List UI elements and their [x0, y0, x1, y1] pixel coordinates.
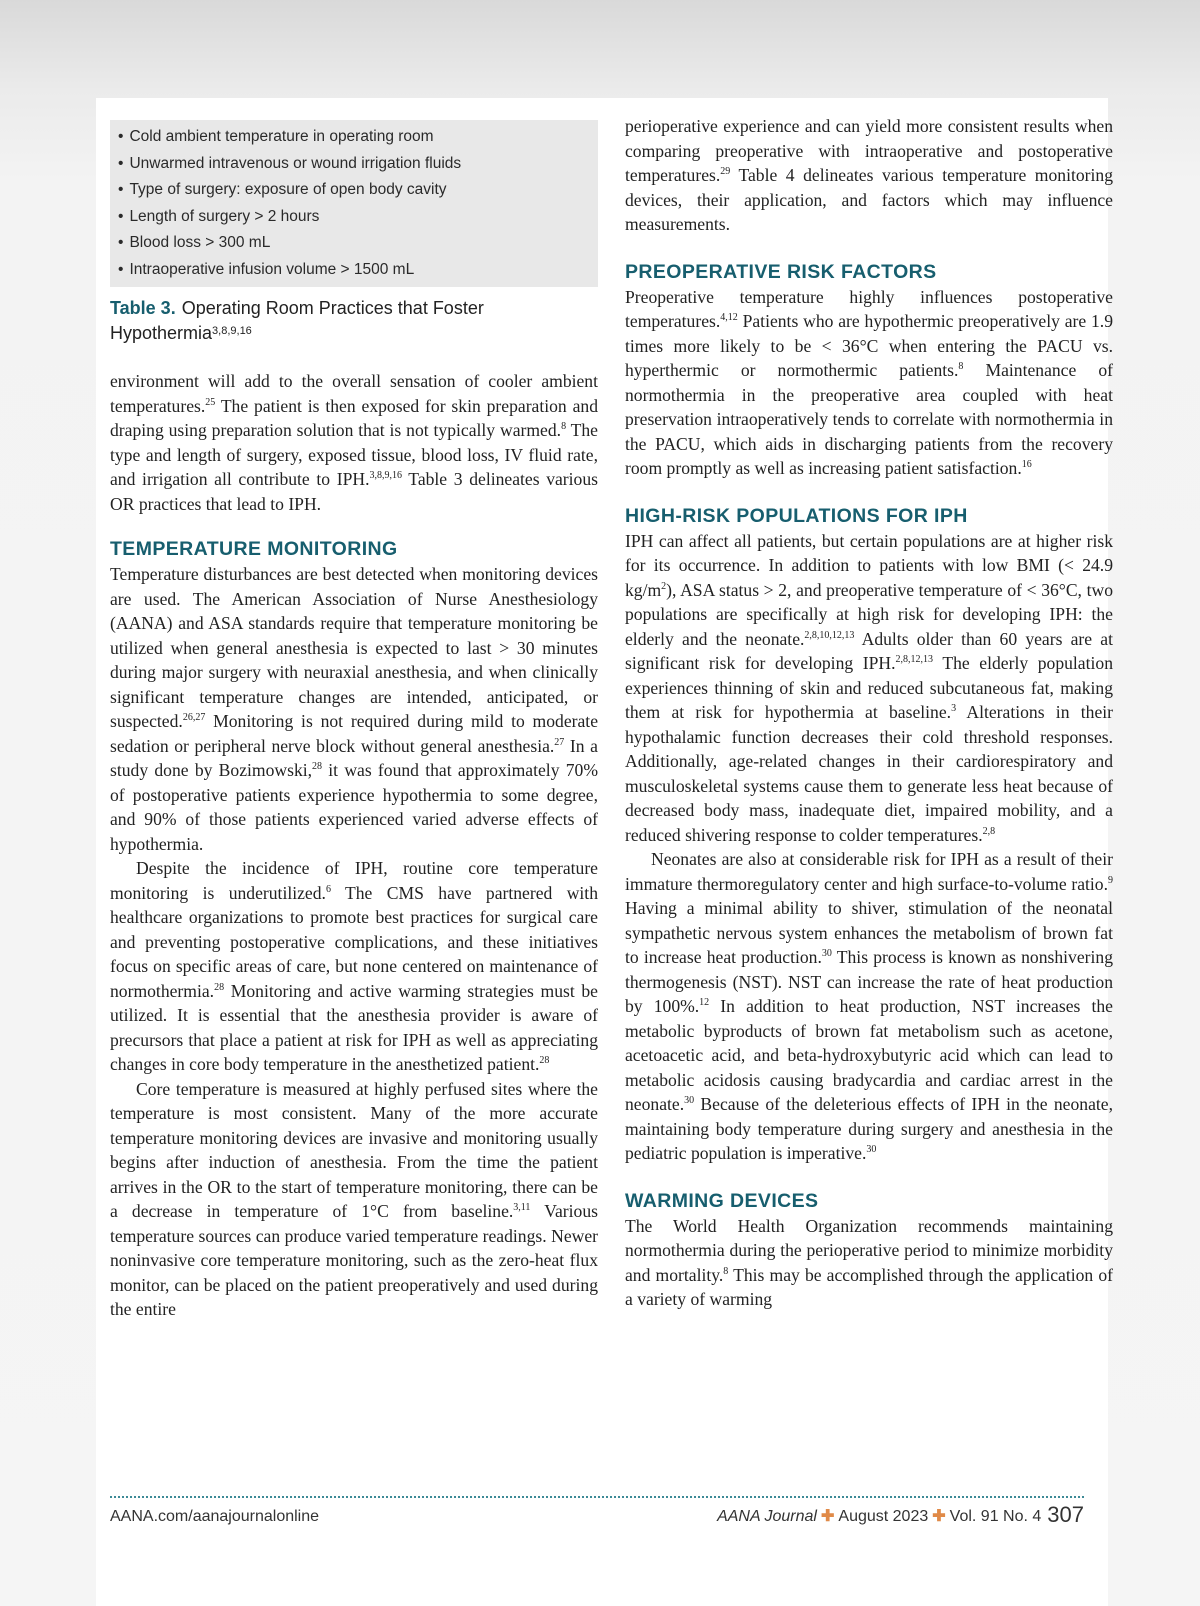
- page-footer: [110, 1502, 1084, 1532]
- paragraph: [110, 1077, 598, 1322]
- footer-divider: [110, 1496, 1084, 1498]
- citation-ref: 30: [866, 1144, 877, 1155]
- text-run: IPH can affect all patients, but certain populations are at higher risk for its occurrence. In addition to patients with low BMI (< 24.9 kg/m: [625, 530, 1113, 600]
- text-run: Neonates are also at considerable risk for IPH as a result of their immature thermoregulatory center and high surface-to-volume ratio.: [625, 849, 1113, 894]
- text-run: Preoperative temperature highly influences postoperative temperatures.: [625, 286, 1113, 331]
- table-caption-refs: 3,8,9,16: [212, 325, 252, 337]
- table-3-item: • Type of surgery: exposure of open body cavity: [118, 177, 598, 204]
- text-run: In a study done by Bozimowski,: [110, 735, 598, 780]
- page: [96, 98, 1113, 1606]
- text-run: Having a minimal ability to shiver, stimulation of the neonatal sympathetic nervous system enhances the metabolism of brown fat to increase heat production.: [625, 898, 1113, 967]
- citation-ref: 2,8,10,12,13: [804, 629, 855, 641]
- citation-ref: 3,8,9,16: [369, 470, 402, 481]
- citation-ref: 28: [214, 981, 225, 993]
- text-run: Monitoring and active warming strategies must be utilized. It is essential that the anesthesia provider is aware of precursors that place a patient at risk for IPH as well as appreciating changes in core body temperature in the anesthetized patient.: [110, 980, 598, 1074]
- plus-icon: ✚: [820, 1508, 835, 1525]
- citation-ref: 3: [951, 703, 957, 714]
- section-heading-preoperative-risk-factors: PREOPERATIVE RISK FACTORS: [625, 260, 937, 283]
- plus-icon: ✚: [932, 1508, 946, 1525]
- paragraph: [625, 114, 1113, 237]
- table-3-item: • Intraoperative infusion volume > 1500 mL: [118, 257, 598, 284]
- citation-ref: 4,12: [720, 312, 738, 323]
- citation-ref: 30: [821, 948, 832, 959]
- citation-ref: 8: [561, 421, 567, 432]
- paragraph: [625, 529, 1113, 848]
- citation-ref: 2,8,12,13: [895, 654, 934, 665]
- citation-ref: 9: [1108, 874, 1113, 886]
- table-caption-text: Operating Room Practices that Foster Hypothermia: [110, 298, 484, 343]
- citation-ref: 2: [661, 580, 667, 592]
- paragraph: [625, 847, 1113, 1166]
- table-3-list: [110, 120, 598, 287]
- text-run: perioperative experience and can yield more consistent results when comparing preoperative with intraoperative and postoperative temperatures.: [625, 116, 1113, 185]
- citation-ref: 29: [720, 166, 731, 177]
- text-run: Despite the incidence of IPH, routine core temperature monitoring is underutilized.: [110, 858, 598, 903]
- citation-ref: 6: [325, 883, 331, 895]
- paragraph: [110, 856, 598, 1077]
- citation-ref: 25: [205, 396, 216, 408]
- citation-ref: 2,8: [982, 825, 996, 837]
- table-3-caption: [110, 297, 598, 345]
- text-run: In addition to heat production, NST increases the metabolic byproducts of brown fat metabolism such as acetone, acetoacetic acid, and beta-hydroxybutyric acid which can lead to metabolic acidosis causing bradycardia and cardiac arrest in the neonate.: [625, 996, 1113, 1114]
- table-3-item: • Unwarmed intravenous or wound irrigation fluids: [118, 151, 598, 178]
- text-run: Maintenance of normothermia in the preoperative area coupled with heat preservation intraoperatively tends to correlate with normothermia in the PACU, which aids in discharging patients from the recovery room promptly as well as increasing patient satisfaction.: [625, 360, 1113, 478]
- table-label: Table 3.: [110, 298, 176, 318]
- text-run: Core temperature is measured at highly perfused sites where the temperature is most consistent. Many of the more accurate temperature monitoring devices are invasive and monitoring usually begins after induction of anesthesia. From the time the patient arrives in the OR to the start of temperature monitoring, there can be a decrease in temperature of 1°C from baseline.: [110, 1078, 598, 1221]
- section-heading-high-risk-populations: HIGH-RISK POPULATIONS FOR IPH: [625, 504, 968, 527]
- text-run: Patients who are hypothermic preoperatively are 1.9 times more likely to be < 36°C when entering the PACU vs. hyperthermic or normothermic patients.: [625, 311, 1113, 380]
- citation-ref: 12: [699, 997, 710, 1008]
- section-heading-warming-devices: WARMING DEVICES: [625, 1189, 819, 1212]
- text-run: The elderly population experiences thinning of skin and reduced subcutaneous fat, making them at risk for hypothermia at baseline.: [625, 653, 1113, 722]
- text-run: Table 3 delineates various OR practices that lead to IPH.: [110, 469, 598, 514]
- right-column: [625, 114, 1113, 1312]
- text-run: environment will add to the overall sensation of cooler ambient temperatures.: [110, 371, 598, 416]
- paragraph: [110, 369, 598, 516]
- text-run: The type and length of surgery, exposed tissue, blood loss, IV fluid rate, and irrigation all contribute to IPH.: [110, 420, 598, 489]
- text-run: Table 4 delineates various temperature monitoring devices, their application, and factors which may influence measurements.: [625, 165, 1113, 234]
- text-run: Because of the deleterious effects of IPH in the neonate, maintaining body temperature during surgery and anesthesia in the pediatric population is imperative.: [625, 1094, 1113, 1163]
- citation-ref: 26,27: [182, 712, 206, 723]
- citation-ref: 30: [684, 1095, 695, 1106]
- text-run: This may be accomplished through the application of a variety of warming: [625, 1264, 1113, 1309]
- text-run: Various temperature sources can produce varied temperature readings. Newer noninvasive core temperature monitoring, such as the zero-heat flux monitor, can be placed on the patient preoperatively and used during the entire: [110, 1201, 598, 1319]
- text-run: This process is known as nonshivering thermogenesis (NST). NST can increase the rate of heat production by 100%.: [625, 947, 1113, 1016]
- citation-ref: 8: [958, 361, 964, 372]
- text-run: The World Health Organization recommends maintaining normothermia during the perioperative period to minimize morbidity and mortality.: [625, 1215, 1113, 1285]
- text-run: Monitoring is not required during mild to moderate sedation or peripheral nerve block without general anesthesia.: [110, 711, 598, 756]
- journal-citation: [717, 1502, 1084, 1528]
- journal-url[interactable]: AANA.com/aanajournalonline: [110, 1508, 320, 1525]
- citation-ref: 3,11: [513, 1202, 531, 1213]
- section-heading-temperature-monitoring: TEMPERATURE MONITORING: [110, 538, 398, 560]
- text-run: Alterations in their hypothalamic function decreases their cold threshold responses. Additionally, age-related changes in their cardiorespiratory and musculoskeletal systems cause them to generate less heat because of decreased body mass, inadequate diet, impaired mobility, and a reduced shivering response to colder temperatures.: [625, 702, 1113, 845]
- text-run: it was found that approximately 70% of postoperative patients experience hypothermia to some degree, and 90% of those patients experienced varied adverse effects of hypothermia.: [110, 760, 598, 854]
- table-3-item: • Length of surgery > 2 hours: [118, 204, 598, 231]
- citation-ref: 16: [1021, 459, 1032, 470]
- paragraph: [625, 1214, 1113, 1312]
- paragraph: [625, 285, 1113, 481]
- volume-number: Vol. 91 No. 4: [949, 1508, 1042, 1525]
- text-run: ), ASA status > 2, and preoperative temperature of < 36°C, two populations are specifically at high risk for developing IPH: the elderly and the neonate.: [625, 579, 1113, 649]
- issue-date: August 2023: [838, 1508, 929, 1525]
- text-run: The CMS have partnered with healthcare organizations to promote best practices for surgical care and preventing postoperative complications, and these initiatives focus on specific areas of care, but none centered on maintenance of normothermia.: [110, 882, 598, 1001]
- page-number: 307: [1047, 1502, 1084, 1527]
- text-run: Temperature disturbances are best detected when monitoring devices are used. The American Association of Nurse Anesthesiology (AANA) and ASA standards require that temperature monitoring be utilized when general anesthesia is expected to last > 30 minutes during major surgery with neuraxial anesthesia, and when clinically significant temperature changes are intended, anticipated, or suspected.: [110, 564, 598, 731]
- citation-ref: 8: [723, 1265, 729, 1277]
- text-run: Adults older than 60 years are at significant risk for developing IPH.: [625, 628, 1113, 673]
- paragraph: [110, 562, 598, 856]
- table-3-item: • Cold ambient temperature in operating room: [118, 124, 598, 151]
- table-3-item: • Blood loss > 300 mL: [118, 230, 598, 257]
- text-run: The patient is then exposed for skin preparation and draping using preparation solution that is not typically warmed.: [110, 395, 598, 440]
- journal-name: AANA Journal: [717, 1508, 817, 1525]
- citation-ref: 28: [539, 1055, 550, 1066]
- citation-ref: 27: [554, 736, 565, 748]
- left-column: [110, 120, 598, 1322]
- citation-ref: 28: [312, 761, 323, 772]
